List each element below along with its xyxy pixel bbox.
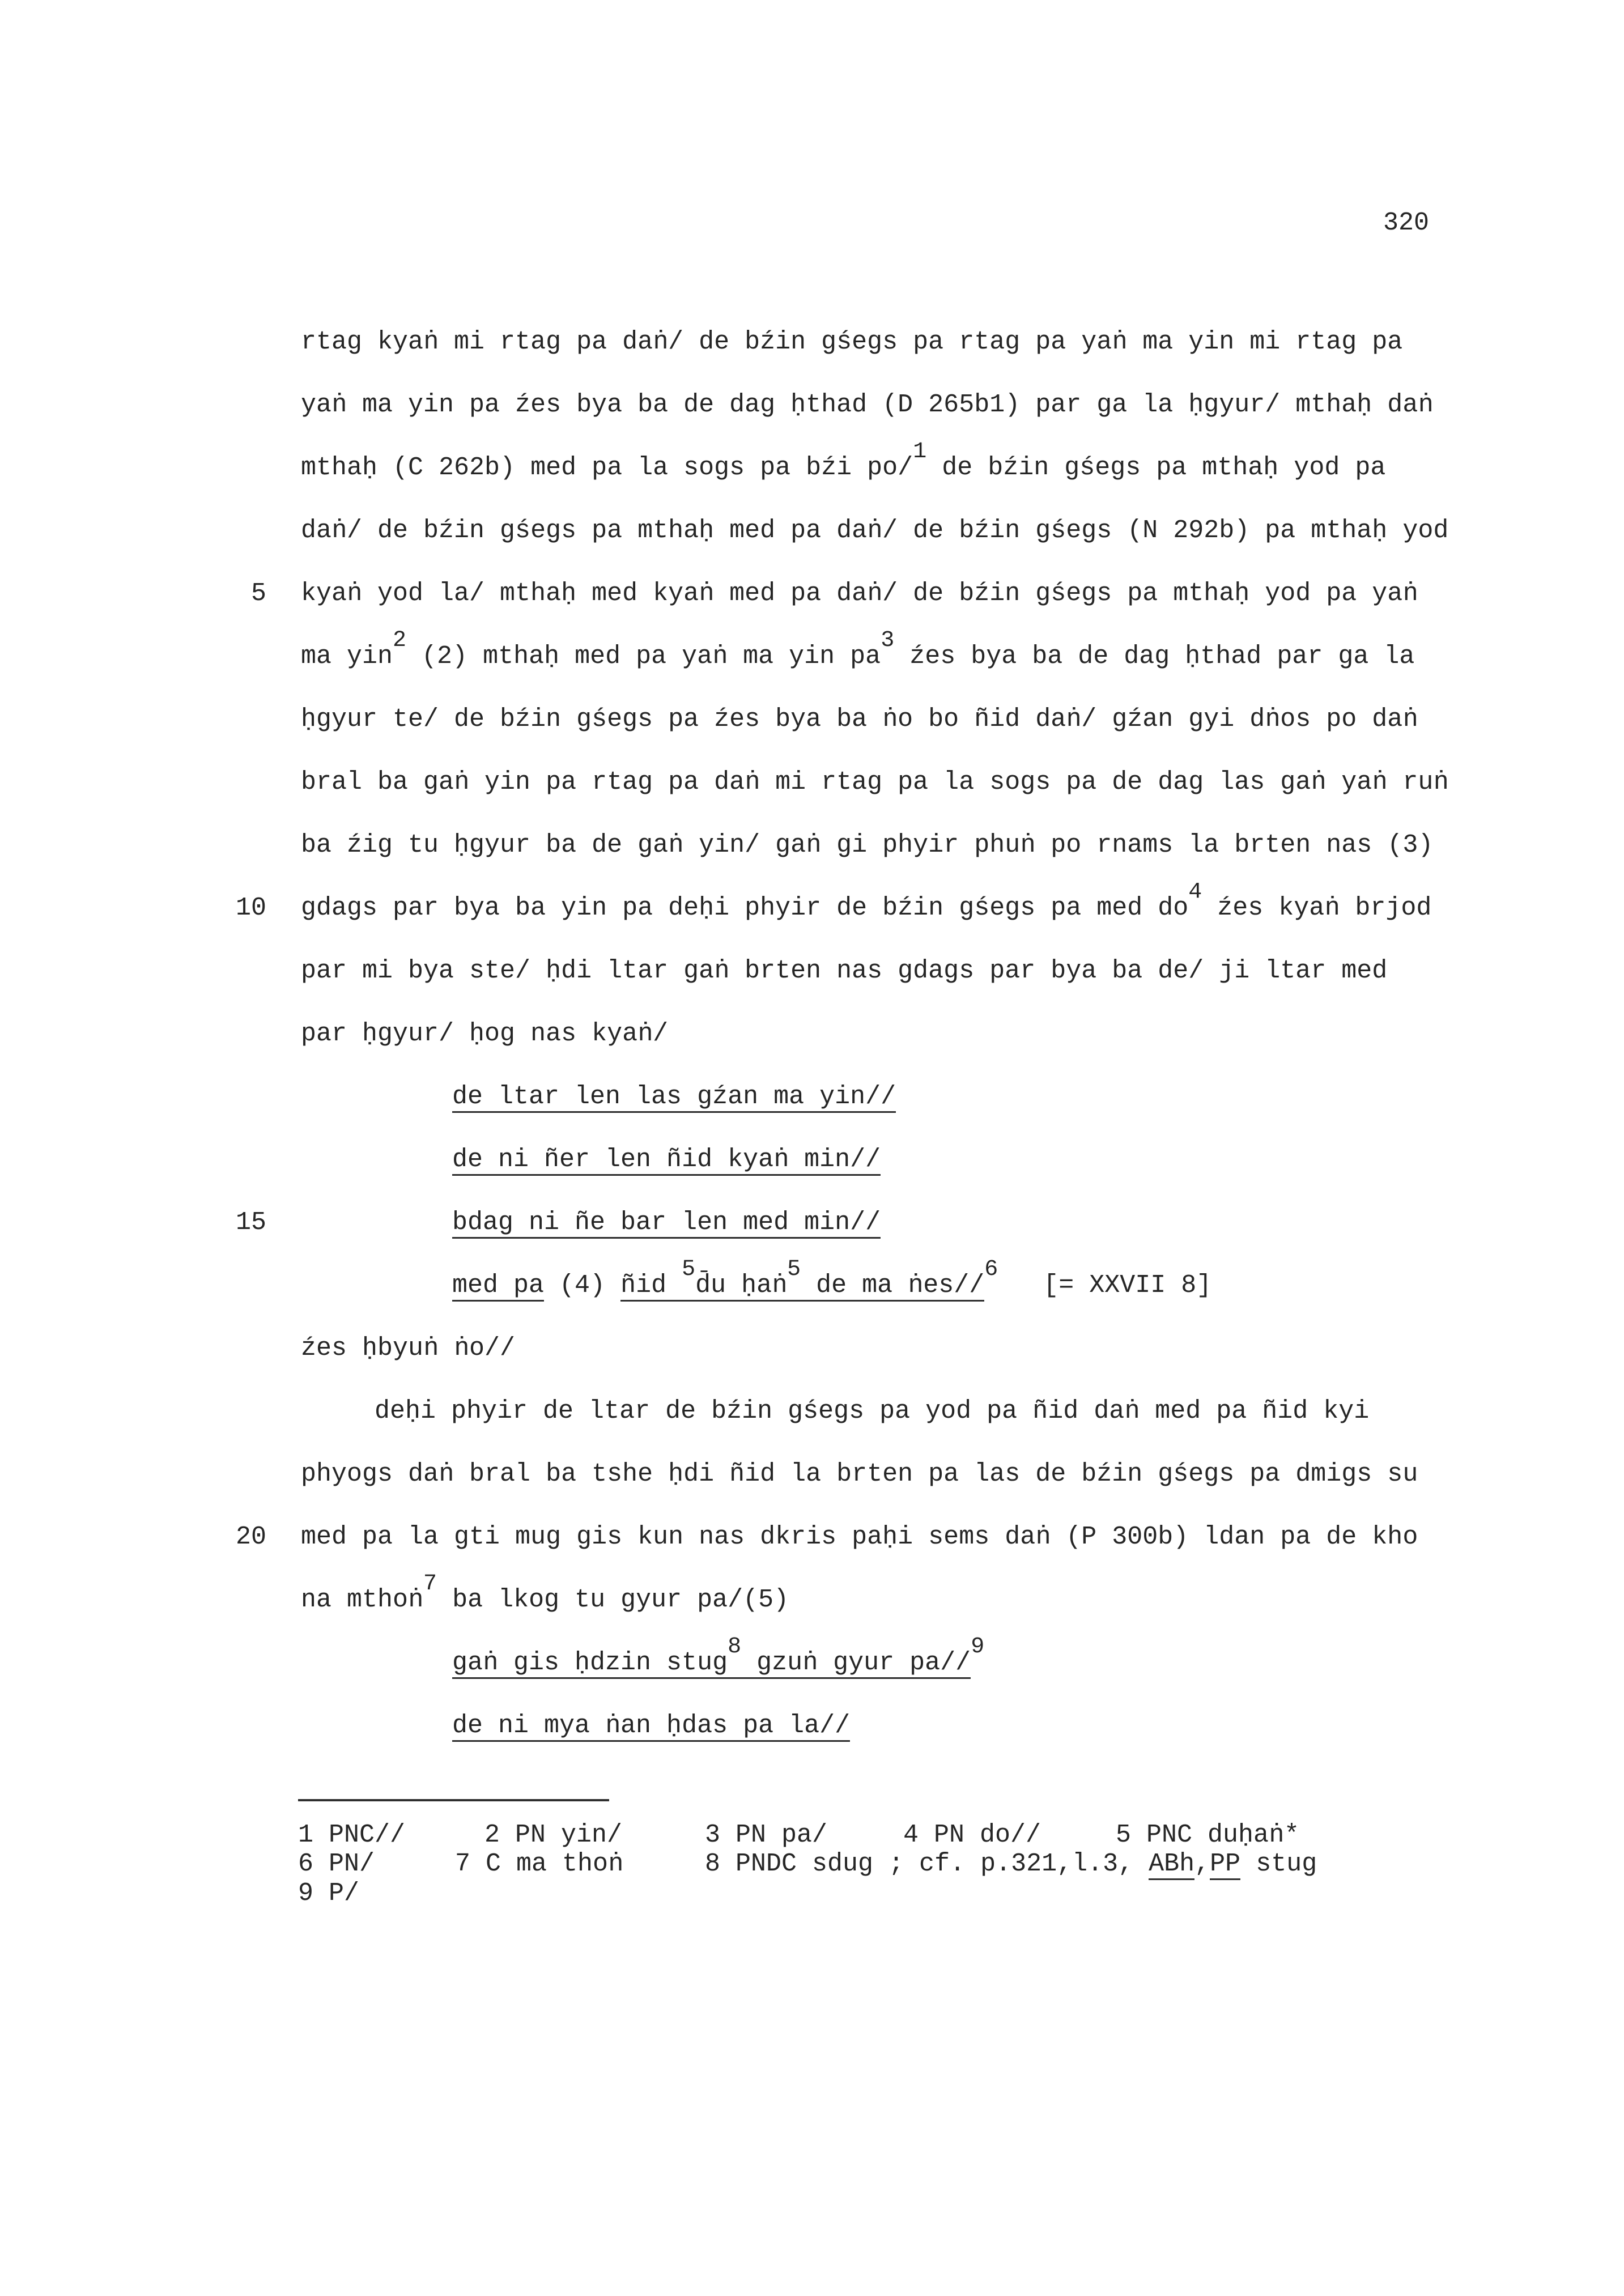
- footnote-separator: [298, 1799, 609, 1801]
- line-text: ba źig tu ḥgyur ba de gaṅ yin/ gaṅ gi phyir phuṅ po rnams la brten nas (3): [301, 831, 1434, 860]
- line-text: med pa la gti mug gis kun nas dkris paḥi sems daṅ (P 300b) ldan pa de kho: [301, 1523, 1418, 1551]
- line-text: rtag kyaṅ mi rtag pa daṅ/ de bźin gśegs pa rtag pa yaṅ ma yin mi rtag pa: [301, 328, 1403, 356]
- verse-text: de ni mya ṅan ḥdas pa la//: [452, 1711, 850, 1742]
- line-text: źes bya ba de dag ḥthad par ga la: [894, 642, 1415, 671]
- line-number: 10: [235, 894, 266, 922]
- footnote-ref: 8: [728, 1634, 742, 1660]
- page-number: 320: [1383, 209, 1430, 237]
- verse-reference: [= XXVII 8]: [1043, 1271, 1212, 1300]
- line-text: ma yin: [301, 642, 393, 671]
- text-line: [0, 1002, 1624, 1065]
- verse-text: de ni ñer len ñid kyaṅ min//: [452, 1145, 881, 1176]
- verse-text: med pa: [452, 1271, 544, 1302]
- footnote: 5 PNC duḥaṅ*: [1116, 1821, 1300, 1849]
- line-text: ḥgyur te/ de bźin gśegs pa źes bya ba ṅo bo ñid daṅ/ gźan gyi dṅos po daṅ: [301, 705, 1418, 734]
- text-line: [0, 373, 1624, 436]
- verse-text: ñid: [620, 1271, 682, 1300]
- source-siglum: ABh: [1149, 1849, 1194, 1880]
- verse-line: [0, 1631, 1624, 1694]
- verse-line: [0, 1191, 1624, 1254]
- footnote: 4 PN do//: [903, 1821, 1041, 1849]
- footnote-text: stug: [1240, 1849, 1317, 1878]
- verse-text-group: [452, 1634, 971, 1679]
- footnote: 2 PN yin/: [484, 1821, 623, 1849]
- text-line: [0, 939, 1624, 1002]
- text-line: [0, 877, 1624, 939]
- text-line: [0, 625, 1624, 688]
- verse-line: [0, 1254, 1624, 1317]
- verse-line: [0, 1128, 1624, 1191]
- footnote-text: ,: [1194, 1849, 1210, 1878]
- line-text: ba lkog tu gyur pa/(5): [437, 1585, 789, 1614]
- verse-text: gaṅ gis ḥdzin stug: [452, 1648, 728, 1677]
- footnote: 9 P/: [298, 1879, 360, 1908]
- footnote-ref: 5: [787, 1257, 801, 1282]
- footnote: 6 PN/: [298, 1849, 375, 1878]
- line-text: mthaḥ (C 262b) med pa la sogs pa bźi po/: [301, 453, 913, 482]
- footnote-ref: 6: [984, 1257, 998, 1282]
- line-number: 15: [235, 1208, 266, 1237]
- line-number: 5: [250, 579, 266, 608]
- text-line: [0, 1443, 1624, 1506]
- body-text: [0, 311, 1624, 1757]
- line-text: yaṅ ma yin pa źes bya ba de dag ḥthad (D 265b1) par ga la ḥgyur/ mthaḥ daṅ: [301, 390, 1434, 419]
- footnote: 7 C ma thoṅ: [455, 1849, 624, 1878]
- line-text: par mi bya ste/ ḥdi ltar gaṅ brten nas gdags par bya ba de/ ji ltar med: [301, 956, 1388, 985]
- line-text: daṅ/ de bźin gśegs pa mthaḥ med pa daṅ/ de bźin gśegs (N 292b) pa mthaḥ yod: [301, 516, 1449, 545]
- verse-line: [0, 1065, 1624, 1128]
- line-text: źes kyaṅ brjod: [1202, 894, 1432, 922]
- footnote-ref: 9: [971, 1634, 985, 1660]
- footnote-ref: 2: [393, 628, 407, 653]
- text-line: [0, 751, 1624, 814]
- line-text: deḥi phyir de ltar de bźin gśegs pa yod pa ñid daṅ med pa ñid kyi: [375, 1397, 1370, 1426]
- verse-text-group: [620, 1257, 985, 1302]
- footnote: 1 PNC//: [298, 1821, 406, 1849]
- footnote: 3 PN pa/: [705, 1821, 828, 1849]
- footnote-ref: 1: [913, 439, 927, 465]
- verse-text: d̄u ḥaṅ: [695, 1271, 788, 1300]
- text-line: [0, 688, 1624, 751]
- line-text: par ḥgyur/ ḥog nas kyaṅ/: [301, 1019, 669, 1048]
- footnote-ref: 5: [682, 1257, 696, 1282]
- folio-marker: (4): [544, 1271, 621, 1300]
- verse-text: de ltar len las gźan ma yin//: [452, 1082, 896, 1113]
- line-text: de bźin gśegs pa mthaḥ yod pa: [926, 453, 1386, 482]
- paragraph-first-line: [0, 1380, 1624, 1443]
- line-text: źes ḥbyuṅ ṅo//: [301, 1334, 516, 1363]
- footnote-ref: 3: [881, 628, 895, 653]
- text-line: [0, 1317, 1624, 1380]
- footnote-text: 8 PNDC sdug ; cf. p.321,l.3,: [705, 1849, 1149, 1878]
- footnote-ref: 7: [423, 1571, 437, 1597]
- verse-text: gzuṅ gyur pa//: [741, 1648, 971, 1677]
- source-siglum: PP: [1210, 1849, 1240, 1880]
- line-text: na mthoṅ: [301, 1585, 424, 1614]
- text-line: [0, 814, 1624, 877]
- line-number: 20: [235, 1523, 266, 1551]
- footnote-ref: 4: [1188, 879, 1202, 905]
- text-line: [0, 436, 1624, 499]
- text-line: [0, 1506, 1624, 1568]
- text-line: [0, 1568, 1624, 1631]
- verse-text: de ma ṅes//: [801, 1271, 985, 1300]
- text-line: [0, 562, 1624, 625]
- line-text: bral ba gaṅ yin pa rtag pa daṅ mi rtag pa la sogs pa de dag las gaṅ yaṅ ruṅ: [301, 768, 1449, 797]
- verse-text: bdag ni ñe bar len med min//: [452, 1208, 881, 1239]
- line-text: kyaṅ yod la/ mthaḥ med kyaṅ med pa daṅ/ de bźin gśegs pa mthaḥ yod pa yaṅ: [301, 579, 1418, 608]
- footnote: [705, 1849, 1317, 1879]
- text-line: [0, 499, 1624, 562]
- text-line: [0, 311, 1624, 373]
- line-text: (2) mthaḥ med pa yaṅ ma yin pa: [406, 642, 881, 671]
- verse-line: [0, 1694, 1624, 1757]
- line-text: gdags par bya ba yin pa deḥi phyir de bźin gśegs pa med do: [301, 894, 1189, 922]
- line-text: phyogs daṅ bral ba tshe ḥdi ñid la brten pa las de bźin gśegs pa dmigs su: [301, 1460, 1418, 1489]
